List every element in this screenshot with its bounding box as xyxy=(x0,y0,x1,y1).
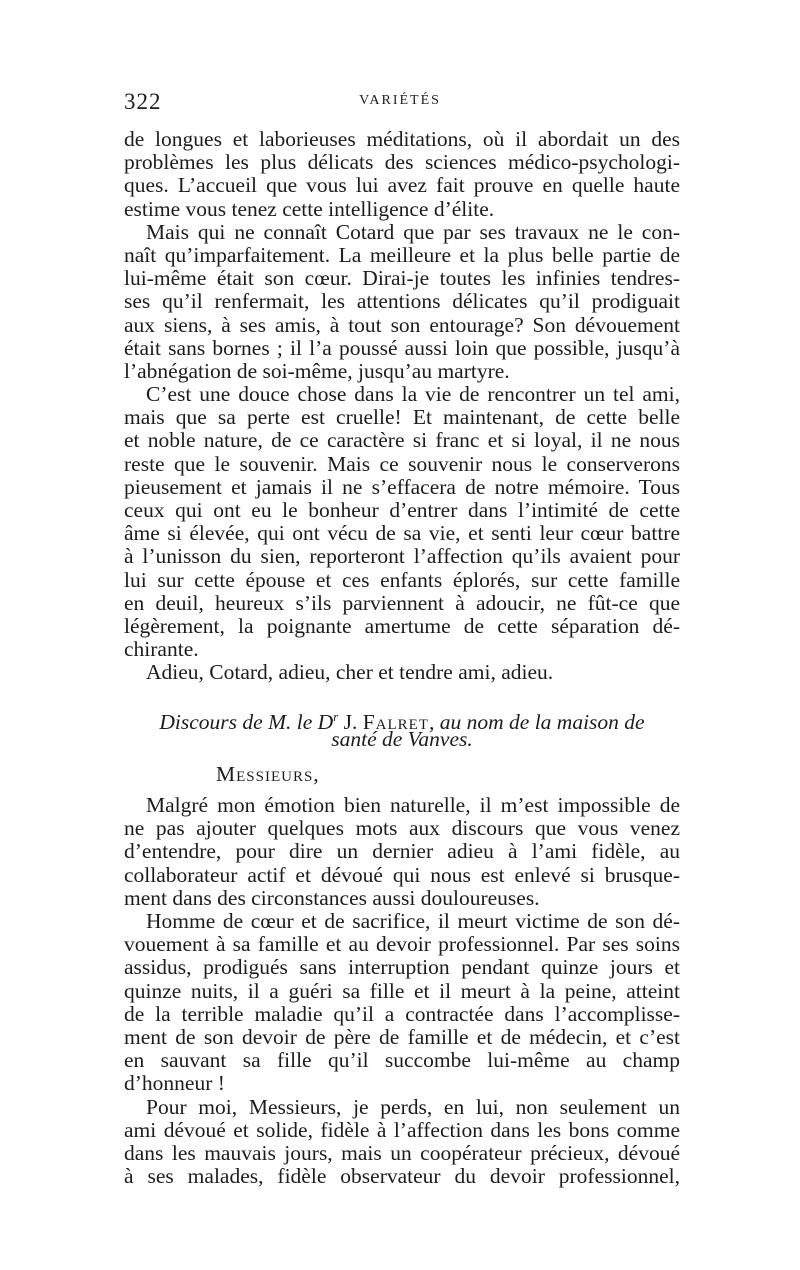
running-title: VARIÉTÉS xyxy=(359,93,441,108)
paragraph xyxy=(124,794,680,910)
text-line: dans les mauvais jours, mais un coopérateur précieux, dévoué xyxy=(124,1140,680,1165)
text-line: à l’unisson du sien, reporteront l’affection qu’ils avaient pour xyxy=(124,544,680,569)
text-line: aux siens, à ses amis, à tout son entourage? Son dévouement xyxy=(124,312,680,337)
paragraph xyxy=(124,221,680,383)
text-line: Homme de cœur et de sacrifice, il meurt victime de son dé- xyxy=(146,909,680,933)
heading-prefix: Discours de M. le D xyxy=(159,709,334,734)
text-line: lui sur cette épouse et ces enfants éplorés, sur cette famille xyxy=(124,567,680,592)
text-line: ment de son devoir de père de famille et de médecin, et c’est xyxy=(124,1024,680,1049)
heading-line: santé de Vanves. xyxy=(331,726,473,751)
text-line: chirante. xyxy=(124,637,199,662)
text-line: et noble nature, de ce caractère si franc et si loyal, il ne nous xyxy=(124,428,680,453)
paragraph xyxy=(124,383,680,661)
text-line: en sauvant sa fille qu’il succombe lui-même au champ xyxy=(124,1048,680,1073)
text-line: d’entendre, pour dire un dernier adieu à l’ami fidèle, au xyxy=(124,839,680,864)
text-line: à ses malades, fidèle observateur du devoir professionnel, xyxy=(124,1164,680,1189)
text-line: ami dévoué et solide, fidèle à l’affection dans les bons comme xyxy=(124,1117,680,1142)
text-line: ne pas ajouter quelques mots aux discours que vous venez xyxy=(124,816,680,841)
text-line: ceux qui ont eu le bonheur d’entrer dans l’intimité de cette xyxy=(124,498,680,522)
section-heading xyxy=(124,705,680,751)
paragraph xyxy=(124,128,680,221)
text-line: pieusement et jamais il ne s’effacera de notre mémoire. Tous xyxy=(124,474,680,499)
page-body xyxy=(124,128,680,1188)
text-line: ques. L’accueil que vous lui avez fait prouve en quelle haute xyxy=(124,173,680,198)
text-line: de la terrible maladie qu’il a contractée dans l’accomplisse- xyxy=(124,1001,680,1026)
heading-line xyxy=(124,705,680,734)
text-line: Mais qui ne connaît Cotard que par ses travaux ne le con- xyxy=(146,219,680,244)
text-line: mais que sa perte est cruelle! Et maintenant, de cette belle xyxy=(124,405,680,430)
text-line: C’est une douce chose dans la vie de rencontrer un tel ami, xyxy=(146,382,680,407)
text-line: Pour moi, Messieurs, je perds, en lui, non seulement un xyxy=(146,1094,680,1119)
text-line: lui-même était son cœur. Dirai-je toutes les infinies tendres- xyxy=(124,266,680,291)
text-line: âme si élevée, qui ont vécu de sa vie, et senti leur cœur battre xyxy=(124,521,680,546)
heading-name: Falret xyxy=(362,709,430,734)
text-line: assidus, prodigués sans interruption pendant quinze jours et xyxy=(124,955,680,980)
text-line: quinze nuits, il a guéri sa fille et il meurt à la peine, atteint xyxy=(124,978,680,1003)
text-line: ses qu’il renfermait, les attentions délicates qu’il prodiguait xyxy=(124,289,680,314)
text-line: en deuil, heureux s’ils parviennent à adoucir, ne fût-ce que xyxy=(124,590,680,615)
text-line: estime vous tenez cette intelligence d’élite. xyxy=(124,196,495,221)
heading-suffix: , au nom de la maison de xyxy=(429,709,645,734)
salutation-block xyxy=(124,763,680,786)
text-line: problèmes les plus délicats des sciences médico-psychologi- xyxy=(124,150,680,175)
text-line: de longues et laborieuses méditations, où il abordait un des xyxy=(124,127,680,151)
text-line: l’abnégation de soi-même, jusqu’au martyre. xyxy=(124,358,510,383)
text-line: légèrement, la poignante amertume de cette séparation dé- xyxy=(124,613,680,638)
text-line: reste que le souvenir. Mais ce souvenir nous le conserverons xyxy=(124,451,680,476)
heading-name-initial: J. xyxy=(338,709,363,734)
text-line: vouement à sa famille et au devoir professionnel. Par ses soins xyxy=(124,932,680,957)
paragraph xyxy=(124,1096,680,1189)
salutation: Messieurs, xyxy=(216,761,320,786)
text-line: d’honneur ! xyxy=(124,1071,225,1096)
heading-superscript: r xyxy=(333,708,339,724)
text-line: naît qu’imparfaitement. La meilleure et la plus belle partie de xyxy=(124,242,680,267)
paragraph xyxy=(124,661,680,684)
text-line: collaborateur actif et dévoué qui nous est enlevé si brusque- xyxy=(124,862,680,887)
page-number: 322 xyxy=(124,89,162,114)
text-line: Malgré mon émotion bien naturelle, il m’est impossible de xyxy=(146,793,680,818)
text-line: Adieu, Cotard, adieu, cher et tendre ami, adieu. xyxy=(146,660,554,685)
paragraph xyxy=(124,910,680,1096)
text-line: ment dans des circonstances aussi douloureuses. xyxy=(124,885,540,910)
text-line: était sans bornes ; il l’a poussé aussi loin que possible, jusqu’à xyxy=(124,335,680,360)
